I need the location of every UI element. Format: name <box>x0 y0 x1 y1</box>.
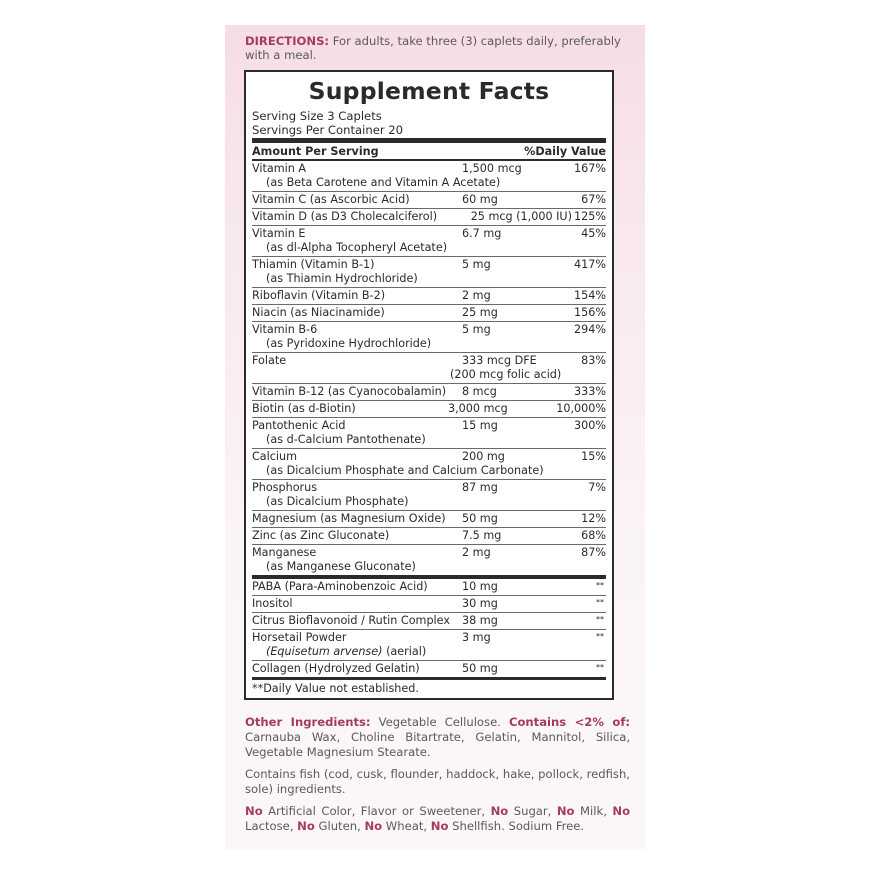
nutrient-name: Magnesium (as Magnesium Oxide) <box>252 512 446 525</box>
nutrient-amount: 87 mg <box>462 481 498 494</box>
nutrient-source: (as Pyridoxine Hydrochloride) <box>266 337 432 350</box>
nutrient-dv: 333% <box>574 385 606 398</box>
directions-label: DIRECTIONS: <box>245 34 330 48</box>
nutrient-row <box>252 305 606 322</box>
nutrient-dv: 167% <box>574 162 606 175</box>
nutrient-amount-detail: (200 mcg folic acid) <box>450 368 562 381</box>
nutrient-dv: 45% <box>581 227 606 240</box>
ingredient-amount: 30 mg <box>462 597 498 610</box>
amount-per-serving-header: Amount Per Serving <box>252 145 379 158</box>
nutrient-name: Vitamin E <box>252 227 306 240</box>
ingredient-name: PABA (Para-Aminobenzoic Acid) <box>252 580 428 593</box>
no-word: No <box>245 804 263 818</box>
ingredient-name: Inositol <box>252 597 293 610</box>
nutrient-dv: 83% <box>581 354 606 367</box>
nutrient-name: Riboflavin (Vitamin B-2) <box>252 289 386 302</box>
ingredient-dv: ** <box>596 598 604 607</box>
contains-label: Contains <2% of: <box>508 715 631 729</box>
facts-title: Supplement Facts <box>308 77 550 105</box>
no-word: No <box>612 804 631 818</box>
nutrient-dv: 300% <box>574 419 606 432</box>
nutrient-amount: 8 mcg <box>462 385 497 398</box>
free-from-statement <box>245 804 630 834</box>
nutrient-row <box>252 480 606 511</box>
facts-header-row <box>252 143 606 161</box>
nutrient-amount: 6.7 mg <box>462 227 502 240</box>
nutrient-dv: 12% <box>581 512 606 525</box>
nutrient-source: (as Manganese Gluconate) <box>266 560 416 573</box>
free-from-item: Milk, <box>580 804 607 818</box>
nutrient-dv: 294% <box>574 323 606 336</box>
nutrient-row <box>252 545 606 575</box>
other-ingredients <box>245 715 630 760</box>
serving-info <box>252 109 606 137</box>
nutrient-dv: 67% <box>581 193 606 206</box>
nutrient-name: Folate <box>252 354 287 367</box>
nutrient-source: (as Dicalcium Phosphate) <box>266 495 409 508</box>
ingredient-dv: ** <box>596 663 604 672</box>
ingredient-row <box>252 661 606 677</box>
ingredient-row <box>252 596 606 613</box>
nutrient-dv: 10,000% <box>556 402 606 415</box>
nutrient-row <box>252 528 606 545</box>
free-from-item: Wheat, <box>385 819 428 833</box>
nutrient-amount: 60 mg <box>462 193 498 206</box>
nutrient-row <box>252 209 606 226</box>
no-word: No <box>364 819 383 833</box>
nutrient-name: Vitamin B-12 (as Cyanocobalamin) <box>252 385 447 398</box>
nutrient-row <box>252 322 606 353</box>
ingredient-row <box>252 630 606 661</box>
nutrient-source: (as d-Calcium Pantothenate) <box>266 433 426 446</box>
nutrient-dv: 7% <box>588 481 606 494</box>
other-ingredients-text: Vegetable Cellulose. <box>378 715 501 729</box>
nutrient-source: (as Dicalcium Phosphate and Calcium Carbonate) <box>266 464 544 477</box>
ingredient-latin-name: (Equisetum arvense) <box>266 645 383 658</box>
no-word: No <box>430 819 449 833</box>
daily-value-footnote: **Daily Value not established. <box>252 677 606 696</box>
nutrient-name: Calcium <box>252 450 298 463</box>
no-word: No <box>490 804 509 818</box>
nutrient-amount: 5 mg <box>462 323 491 336</box>
supplement-facts-panel <box>244 70 614 700</box>
nutrient-dv: 87% <box>581 546 606 559</box>
nutrient-dv: 15% <box>581 450 606 463</box>
servings-per-container: Servings Per Container 20 <box>252 123 404 137</box>
nutrient-name: Manganese <box>252 546 317 559</box>
ingredient-dv: ** <box>596 615 604 624</box>
nutrient-amount: 1,500 mcg <box>462 162 522 175</box>
nutrient-row <box>252 418 606 449</box>
nutrient-dv: 154% <box>574 289 606 302</box>
free-from-item: Sugar, <box>513 804 552 818</box>
nutrient-source: (as Thiamin Hydrochloride) <box>266 272 418 285</box>
nutrient-name: Phosphorus <box>252 481 318 494</box>
ingredient-part: (aerial) <box>382 645 427 658</box>
nutrient-amount: 2 mg <box>462 546 491 559</box>
nutrient-name: Vitamin C (as Ascorbic Acid) <box>252 193 410 206</box>
no-word: No <box>297 819 315 833</box>
nutrient-row <box>252 161 606 192</box>
nutrient-row <box>252 511 606 528</box>
nutrient-amount: 15 mg <box>462 419 498 432</box>
ingredient-dv: ** <box>596 632 604 641</box>
nutrient-name: Thiamin (Vitamin B-1) <box>252 258 375 271</box>
nutrient-name: Vitamin B-6 <box>252 323 318 336</box>
ingredient-amount: 50 mg <box>462 662 498 675</box>
nutrient-row <box>252 401 606 418</box>
nutrient-name: Pantothenic Acid <box>252 419 346 432</box>
nutrient-amount: 5 mg <box>462 258 491 271</box>
contains-text: Carnauba Wax, Choline Bitartrate, Gelatin, Mannitol, Silica, Vegetable Magnesium Stearate. <box>245 730 630 759</box>
ingredient-amount: 3 mg <box>462 631 491 644</box>
ingredient-name: Collagen (Hydrolyzed Gelatin) <box>252 662 420 675</box>
nutrient-amount: 25 mg <box>462 306 498 319</box>
nutrient-amount: 200 mg <box>462 450 505 463</box>
free-from-item: Lactose, <box>245 819 294 833</box>
nutrient-amount: 2 mg <box>462 289 491 302</box>
nutrient-name: Niacin (as Niacinamide) <box>252 306 385 319</box>
allergen-statement: Contains fish (cod, cusk, flounder, haddock, hake, pollock, redfish, sole) ingredients. <box>245 767 630 796</box>
nutrient-dv: 68% <box>581 529 606 542</box>
label-panel <box>225 25 645 849</box>
nutrient-row <box>252 192 606 209</box>
free-from-item: Shellfish. Sodium Free. <box>452 819 585 833</box>
nutrient-name: Vitamin D (as D3 Cholecalciferol) <box>252 210 438 223</box>
directions <box>245 34 637 62</box>
nutrient-name: Vitamin A <box>252 162 307 175</box>
directions-text: For adults, take three (3) caplets daily, preferably with a meal. <box>245 34 621 62</box>
ingredient-name: Citrus Bioflavonoid / Rutin Complex <box>252 614 450 627</box>
label-text-block <box>245 715 630 841</box>
nutrient-source: (as Beta Carotene and Vitamin A Acetate) <box>266 176 501 189</box>
other-ingredients-label: Other Ingredients: <box>245 715 371 729</box>
nutrient-source: (as dl-Alpha Tocopheryl Acetate) <box>266 241 448 254</box>
ingredient-amount: 38 mg <box>462 614 498 627</box>
nutrient-dv: 417% <box>574 258 606 271</box>
serving-size: Serving Size 3 Caplets <box>252 109 382 123</box>
nutrient-row <box>252 384 606 401</box>
nutrient-name: Biotin (as d-Biotin) <box>252 402 356 415</box>
free-from-item: Artificial Color, Flavor or Sweetener, <box>268 804 486 818</box>
nutrient-row <box>252 288 606 305</box>
nutrient-amount: 50 mg <box>462 512 498 525</box>
nutrient-name: Zinc (as Zinc Gluconate) <box>252 529 390 542</box>
nutrient-row <box>252 257 606 288</box>
ingredient-row <box>252 613 606 630</box>
nutrient-dv: 125% <box>574 210 606 223</box>
ingredient-row <box>252 579 606 596</box>
ingredient-source <box>252 645 606 659</box>
ingredient-name: Horsetail Powder <box>252 631 347 644</box>
free-from-item: Gluten, <box>318 819 361 833</box>
nutrient-row <box>252 449 606 480</box>
nutrient-row <box>252 353 606 384</box>
ingredient-amount: 10 mg <box>462 580 498 593</box>
no-word: No <box>556 804 575 818</box>
nutrient-row <box>252 226 606 257</box>
nutrient-amount: 7.5 mg <box>462 529 502 542</box>
nutrient-dv: 156% <box>574 306 606 319</box>
daily-value-header: %Daily Value <box>524 145 606 158</box>
nutrient-amount: 3,000 mcg <box>448 402 508 415</box>
nutrient-amount: 25 mcg (1,000 IU) <box>470 210 572 223</box>
nutrient-amount: 333 mcg DFE <box>462 354 537 367</box>
ingredient-dv: ** <box>596 581 604 590</box>
